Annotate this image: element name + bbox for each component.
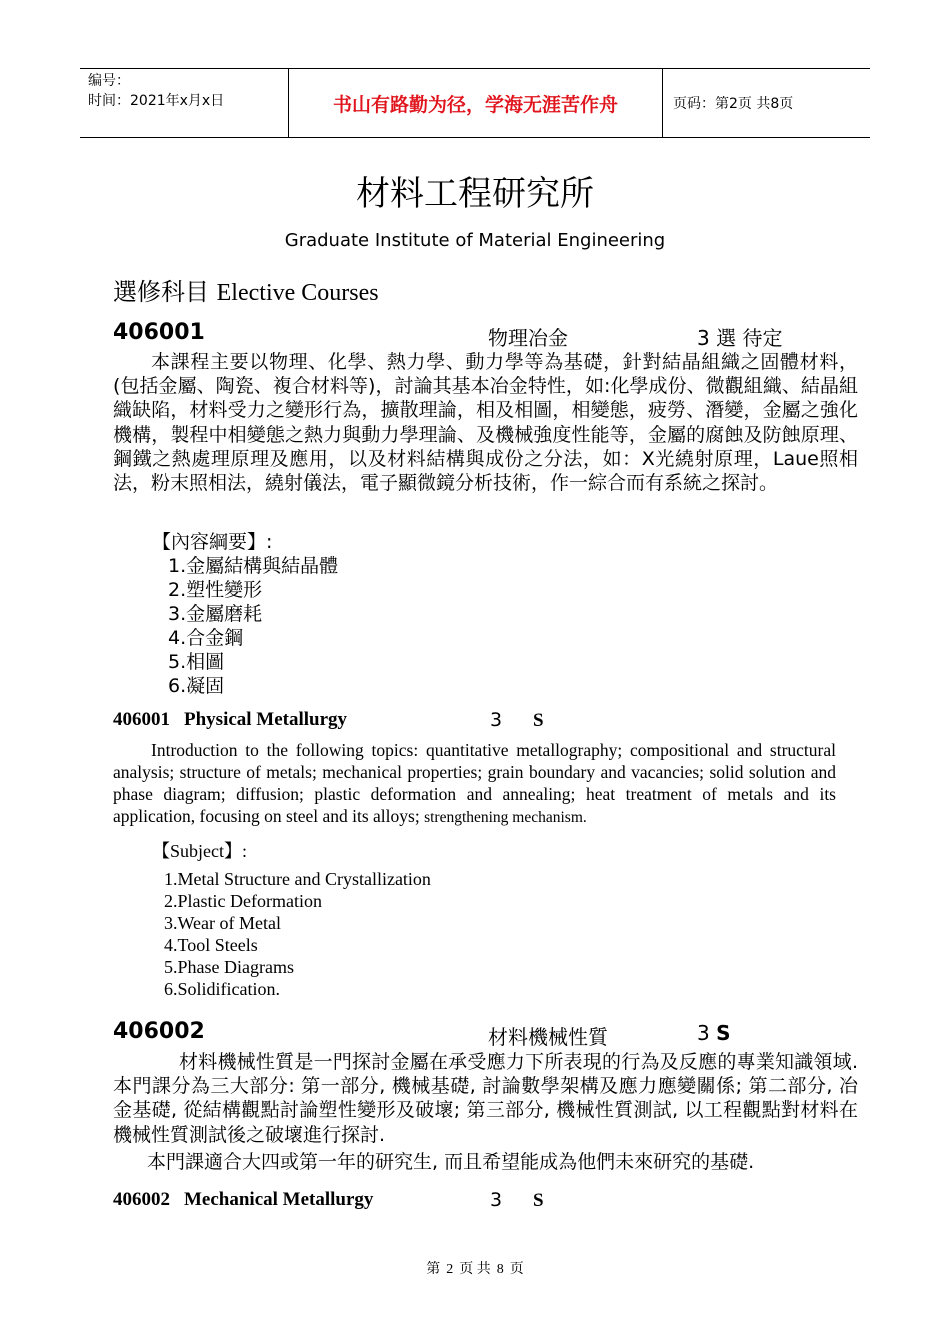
course1-subject-item: 4.Tool Steels — [164, 935, 258, 955]
course1-description-cn: 本課程主要以物理、化學、熱力學、動力學等為基礎，針對結晶組織之固體材料，(包括金屬、陶瓷、複合材料等)，討論其基本冶金特性，如:化學成份、微觀組織、結晶組織缺陷，材料受力之變形行為，擴散理論，相及相圖，相變態，疲勞、潛變，金屬之強化機構，製程中相變態之熱力與動力學理論、及機械強度性能等，金屬的腐蝕及防蝕原理、鋼鐵之熱處理原理及應用，以及材料結構與成份之分法，如：X光繞射原理，Laue照相法，粉末照相法，繞射儀法，電子顯微鏡分析技術，作一綜合而有系統之探討。 — [113, 351, 858, 495]
course2-name-en: Mechanical Metallurgy — [184, 1189, 374, 1210]
course1-outline-item: 2.塑性變形 — [168, 579, 263, 601]
footer-prefix: 第 — [426, 1262, 441, 1277]
course1-description-en-tail: strengthening mechanism. — [424, 809, 587, 826]
header-info-cell — [80, 69, 289, 137]
course1-outline-item: 3.金屬磨耗 — [168, 603, 263, 625]
course1-code-en: 406001 — [113, 709, 170, 730]
course1-type-en: S — [533, 710, 544, 731]
course1-description-en — [113, 739, 836, 829]
course2-credit — [697, 1021, 731, 1045]
course1-subject-item: 5.Phase Diagrams — [164, 957, 294, 977]
course2-description-cn: 材料機械性質是一門探討金屬在承受應力下所表現的行為及反應的專業知識領域. 本門課分為三大部分: 第一部分, 機械基礎, 討論數學架構及應力應變關係; 第二部分, 冶金基礎, 從結構觀點討論塑性變形及破壞; 第三部分, 機械性質測試, 以工程觀點對材料在機械性質測試後之破壞進行探討. — [113, 1051, 858, 1146]
course1-outline-label: 【內容綱要】: — [152, 531, 273, 553]
course1-subject-item: 3.Wear of Metal — [164, 913, 281, 933]
section-heading — [113, 272, 379, 307]
course1-name-en: Physical Metallurgy — [184, 709, 348, 730]
section-heading-cn: 選修科目 — [113, 278, 209, 306]
course2-credit-en: 3 — [490, 1189, 503, 1211]
course1-credit-cn: 3 選 待定 — [697, 326, 783, 350]
footer-page: 2 — [446, 1262, 454, 1277]
course1-subject-item: 1.Metal Structure and Crystallization — [164, 869, 431, 889]
course2-heading-en — [113, 1189, 373, 1211]
course1-credit-en: 3 — [490, 709, 503, 731]
course1-subject-item: 2.Plastic Deformation — [164, 891, 322, 911]
course2-credit-type: S — [716, 1021, 731, 1045]
course1-name-cn: 物理冶金 — [488, 326, 568, 350]
page-footer — [0, 1258, 950, 1278]
number-label: 编号： — [88, 73, 130, 89]
course1-subject-item: 6.Solidification. — [164, 979, 280, 999]
course2-code-en: 406002 — [113, 1189, 170, 1210]
course1-description-en-main: Introduction to the following topics: quantitative metallography; compositional and structural analysis; structure of metals; mechanical properties; grain boundary and vacancies; solid solution and phase diagram; diffusion; plastic deformation and annealing; heat treatment of metals and its application, focusing on steel and its alloys; — [113, 740, 836, 826]
section-heading-en: Elective Courses — [216, 280, 379, 306]
course1-heading-en — [113, 709, 347, 731]
course2-credit-num: 3 — [697, 1021, 710, 1045]
course2-type-en: S — [533, 1190, 544, 1211]
footer-total: 8 — [496, 1262, 504, 1277]
page-subtitle: Graduate Institute of Material Engineering — [284, 230, 666, 251]
course2-code: 406002 — [113, 1019, 205, 1044]
footer-mid: 页 共 — [459, 1262, 491, 1277]
page-title: 材料工程研究所 — [356, 174, 594, 214]
footer-suffix: 页 — [509, 1262, 524, 1277]
course1-outline-item: 6.凝固 — [168, 675, 225, 697]
time-label: 时间：2021年x月x日 — [88, 93, 225, 109]
course1-outline-item: 5.相圖 — [168, 651, 225, 673]
course1-code: 406001 — [113, 320, 205, 345]
page-header — [80, 68, 870, 138]
course2-description-cn-2: 本門課適合大四或第一年的研究生, 而且希望能成為他們未來研究的基礎. — [147, 1151, 755, 1173]
page-label: 页码：第2页 共8页 — [673, 96, 794, 112]
course1-outline-item: 1.金屬結構與結晶體 — [168, 555, 339, 577]
course1-subject-label: 【Subject】: — [152, 841, 247, 861]
motto: 书山有路勤为径，学海无涯苦作舟 — [289, 69, 663, 137]
course1-outline-item: 4.合金鋼 — [168, 627, 244, 649]
course2-name-cn: 材料機械性質 — [488, 1025, 608, 1049]
